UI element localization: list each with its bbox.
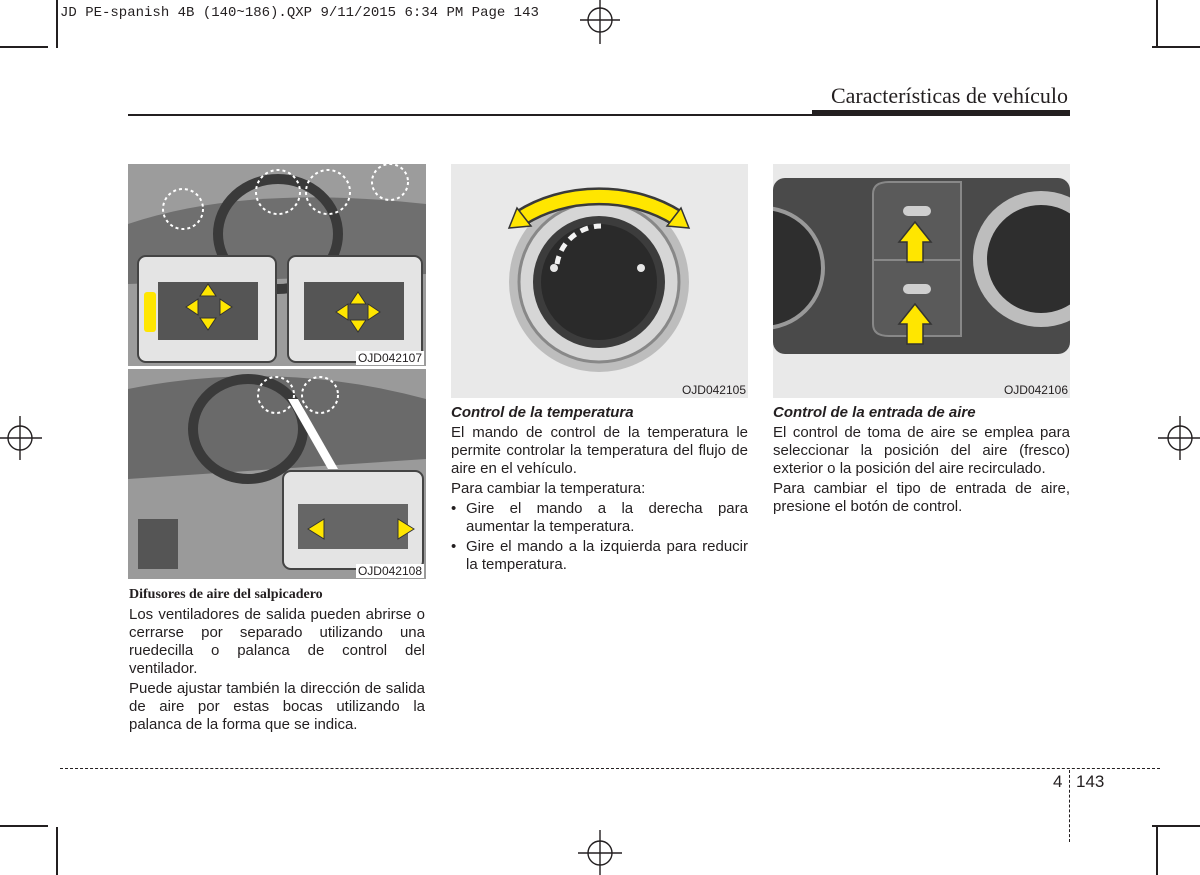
- header-rule-thick: [812, 110, 1070, 116]
- crop-mark: [1152, 825, 1200, 827]
- chapter-number: 4: [1053, 772, 1063, 791]
- air-intake-heading: Control de la entrada de aire: [773, 404, 976, 421]
- left-column: [129, 586, 425, 736]
- temperature-heading: Control de la temperatura: [451, 404, 634, 421]
- right-column: [773, 404, 1070, 518]
- paragraph: Puede ajustar también la dirección de salida de aire por estas bocas utilizando la palanca de la forma que se indica.: [129, 680, 425, 733]
- figure-code: OJD042106: [1003, 383, 1068, 397]
- paragraph: Para cambiar la temperatura:: [451, 480, 646, 497]
- crop-mark: [56, 0, 58, 48]
- dashboard-vents-photo: [128, 164, 426, 366]
- bullet-item: • Gire el mando a la izquierda para reducir la temperatura.: [451, 538, 748, 574]
- crop-mark: [56, 827, 58, 875]
- middle-column: [451, 404, 748, 576]
- print-header: JD PE-spanish 4B (140~186).QXP 9/11/2015 6:34 PM Page 143: [60, 5, 539, 21]
- crop-mark: [0, 46, 48, 48]
- figure-code: OJD042107: [357, 351, 422, 365]
- section-title: Características de vehículo: [830, 83, 1068, 108]
- air-intake-control-illustration: [773, 164, 1070, 398]
- figure-code: OJD042108: [357, 564, 422, 578]
- header-rule: [128, 114, 818, 116]
- registration-mark-top: [580, 0, 620, 44]
- center-vent-photo: [128, 369, 426, 579]
- registration-mark-right: [1158, 416, 1200, 460]
- footer-rule: [60, 768, 1160, 769]
- paragraph: El mando de control de la temperatura le permite controlar la temperatura del flujo de aire en el vehículo.: [451, 424, 748, 477]
- temperature-knob-illustration: [451, 164, 748, 398]
- paragraph: El control de toma de aire se emplea para seleccionar la posición del aire (fresco) exterior o la posición del aire recirculado.: [773, 424, 1070, 477]
- crop-mark: [1156, 0, 1158, 48]
- crop-mark: [1156, 827, 1158, 875]
- registration-mark-left: [0, 416, 42, 460]
- page-number: 143: [1076, 772, 1105, 791]
- bullet-list: [451, 500, 748, 574]
- crop-mark: [1152, 46, 1200, 48]
- footer-divider: [1069, 770, 1070, 842]
- crop-mark: [0, 825, 48, 827]
- registration-mark-bottom: [578, 830, 622, 875]
- paragraph: Para cambiar el tipo de entrada de aire, presione el botón de control.: [773, 480, 1070, 515]
- bullet-item: • Gire el mando a la derecha para aumentar la temperatura.: [451, 500, 748, 536]
- vents-heading: Difusores de aire del salpicadero: [129, 587, 323, 602]
- paragraph: Los ventiladores de salida pueden abrirse o cerrarse por separado utilizando una ruedecilla o palanca de control del ventilador.: [129, 606, 425, 677]
- figure-code: OJD042105: [681, 383, 746, 397]
